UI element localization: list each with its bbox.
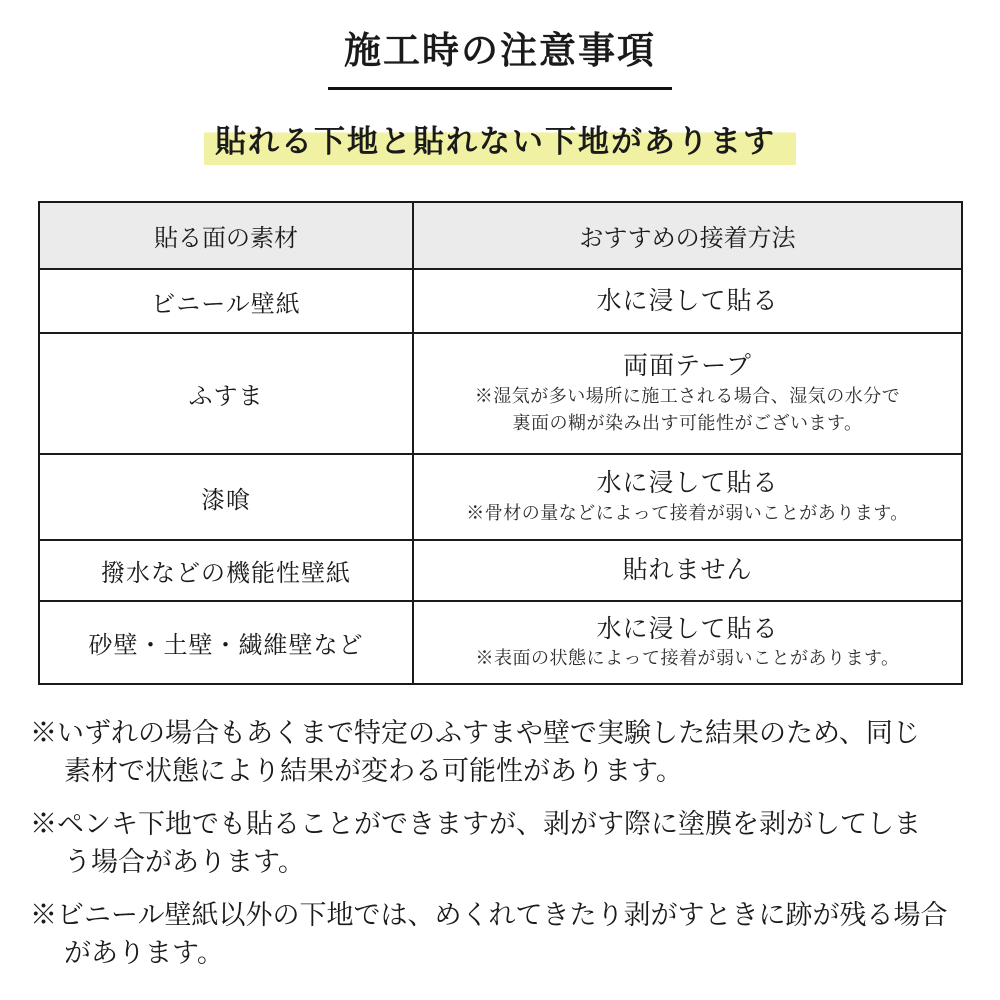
method-text: 水に浸して貼る xyxy=(596,614,779,643)
footnotes-section xyxy=(30,714,974,972)
footnote-line: ※いずれの場合もあくまで特定のふすまや壁で実験した結果のため、同じ xyxy=(30,718,920,748)
table-row xyxy=(39,269,962,333)
footnote-line: ※ビニール壁紙以外の下地では、めくれてきたり剥がすときに跡が残る場合 xyxy=(30,900,948,931)
material-cell-fusuma: ふすま xyxy=(39,333,413,454)
method-cell-fusuma xyxy=(413,333,962,454)
method-note-line: ※骨材の量などによって接着が弱いことがあります。 xyxy=(466,502,909,523)
column-header-method: おすすめの接着方法 xyxy=(413,202,962,269)
method-note-line: 裏面の糊が染み出す可能性がございます。 xyxy=(512,412,863,433)
method-text: 水に浸して貼る xyxy=(596,286,779,315)
method-cell-water-repellent xyxy=(413,540,962,601)
material-cell-vinyl: ビニール壁紙 xyxy=(39,269,413,333)
table-row xyxy=(39,333,962,454)
subtitle-section xyxy=(0,116,1000,165)
footnote-line: ※ペンキ下地でも貼ることができますが、剥がす際に塗膜を剥がしてしま xyxy=(30,809,921,840)
method-cell-sand-wall xyxy=(413,601,962,684)
footnote-line: 素材で状態により結果が変わる可能性があります。 xyxy=(64,756,683,787)
method-text: 水に浸して貼る xyxy=(596,469,779,498)
table-row xyxy=(39,454,962,540)
footnote-results-vary xyxy=(30,714,974,790)
title-section xyxy=(0,0,1000,90)
material-cell-plaster: 漆喰 xyxy=(39,454,413,540)
footnote-paint-base xyxy=(30,805,974,881)
footnote-line: う場合があります。 xyxy=(64,847,305,878)
footnote-line: があります。 xyxy=(64,938,224,969)
method-note-line: ※湿気が多い場所に施工される場合、湿気の水分で xyxy=(474,385,901,406)
method-cell-plaster xyxy=(413,454,962,540)
material-cell-sand-wall: 砂壁・土壁・繊維壁など xyxy=(39,601,413,684)
footnote-non-vinyl-marks xyxy=(30,896,974,972)
column-header-material: 貼る面の素材 xyxy=(39,202,413,269)
table-row xyxy=(39,601,962,684)
material-cell-water-repellent: 撥水などの機能性壁紙 xyxy=(39,540,413,601)
method-note-line: ※表面の状態によって接着が弱いことがあります。 xyxy=(475,648,900,669)
table-row xyxy=(39,540,962,601)
surface-method-table xyxy=(38,201,963,685)
method-text: 貼れません xyxy=(622,556,753,585)
page-title: 施工時の注意事項 xyxy=(328,20,672,90)
table-header-row xyxy=(39,202,962,269)
method-cell-vinyl xyxy=(413,269,962,333)
method-text: 両面テープ xyxy=(623,352,752,381)
highlighted-subtitle: 貼れる下地と貼れない下地があります xyxy=(204,116,796,165)
